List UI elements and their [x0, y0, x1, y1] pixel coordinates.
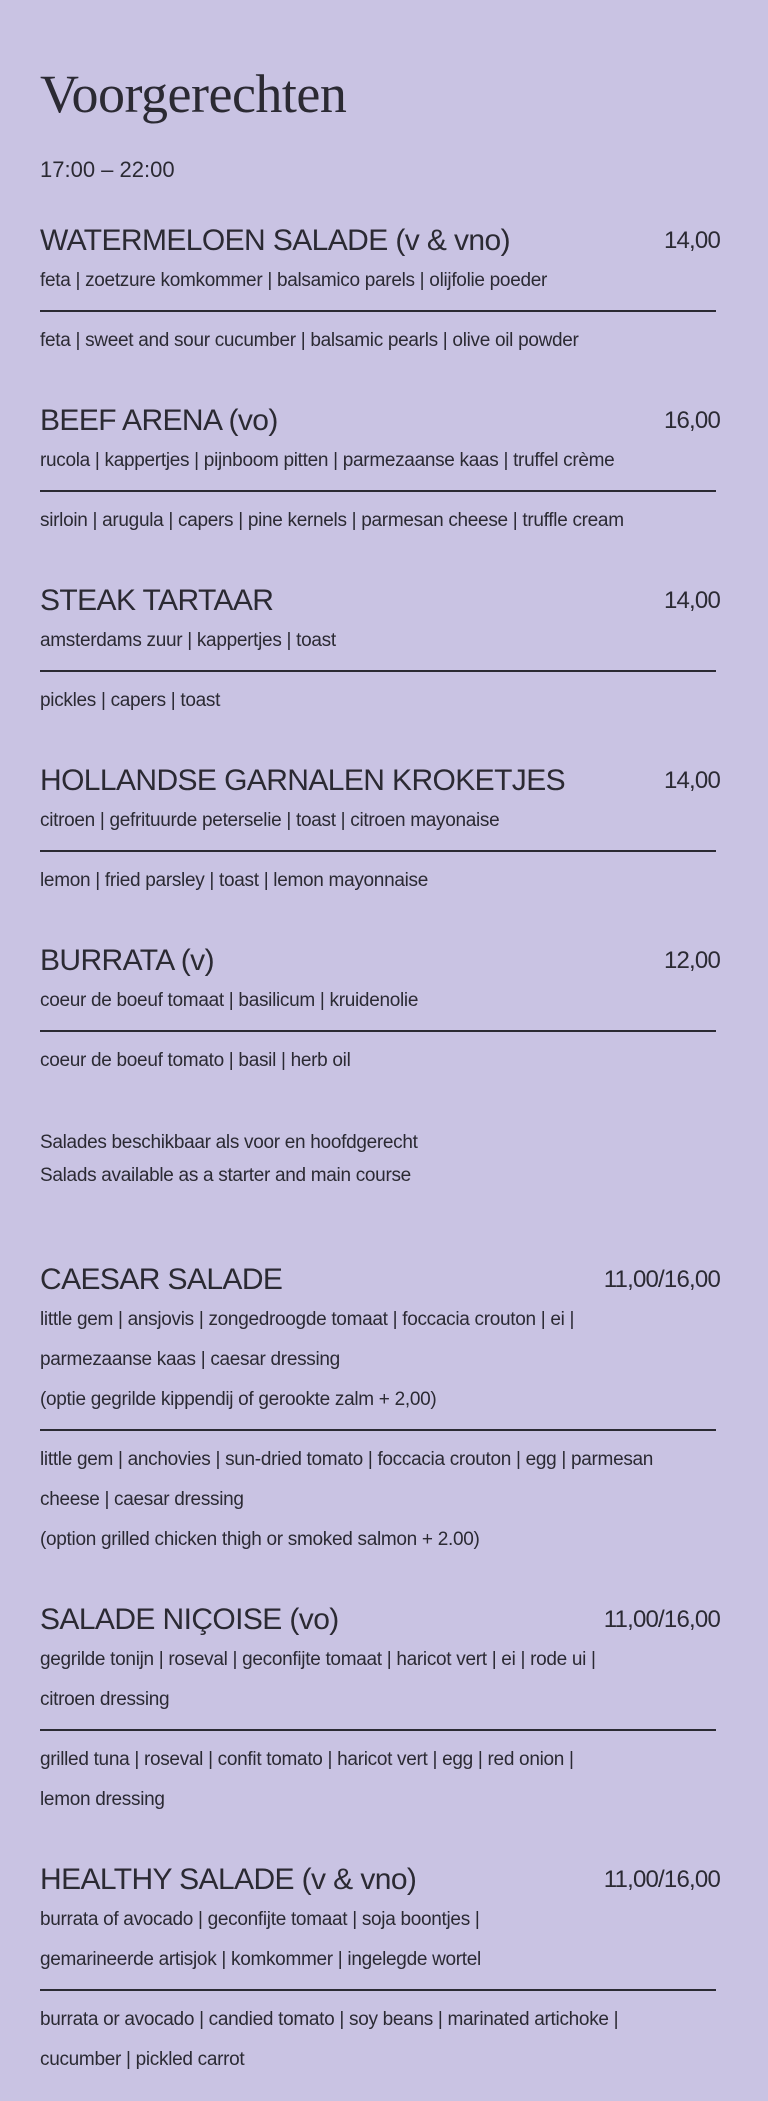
menu-item-price: 14,00 — [663, 227, 720, 254]
menu-item-name: SALADE NIÇOISE (vo) — [40, 1603, 339, 1636]
description-en: lemon dressing — [40, 1789, 165, 1810]
description-nl: gemarineerde artisjok | komkommer | ingelegde wortel — [40, 1949, 481, 1970]
description-en: coeur de boeuf tomato | basil | herb oil — [40, 1050, 351, 1071]
menu-item — [40, 221, 720, 361]
menu-item-header — [40, 1260, 720, 1300]
description-nl: (optie gegrilde kippendij of gerookte zalm + 2,00) — [40, 1389, 437, 1410]
menu-item — [40, 941, 720, 1081]
menu-item-name: HEALTHY SALADE (v & vno) — [40, 1863, 417, 1896]
description-nl: coeur de boeuf tomaat | basilicum | kruidenolie — [40, 990, 419, 1011]
menu-item-price: 11,00/16,00 — [603, 1866, 720, 1893]
menu-item — [40, 1860, 720, 2080]
menu-item — [40, 581, 720, 721]
description-en: sirloin | arugula | capers | pine kernels | parmesan cheese | truffle cream — [40, 510, 624, 531]
description-en: pickles | capers | toast — [40, 690, 221, 711]
description-en: grilled tuna | roseval | confit tomato | haricot vert | egg | red onion | — [40, 1749, 574, 1770]
menu-item-name: STEAK TARTAAR — [40, 584, 274, 617]
divider — [40, 1030, 716, 1032]
description-en: cucumber | pickled carrot — [40, 2049, 245, 2070]
divider — [40, 310, 716, 312]
menu-item-header — [40, 761, 720, 801]
menu-item-name: WATERMELOEN SALADE (v & vno) — [40, 224, 510, 257]
divider — [40, 670, 716, 672]
description-nl: citroen dressing — [40, 1689, 170, 1710]
opening-hours: 17:00 – 22:00 — [40, 157, 175, 182]
description-nl: little gem | ansjovis | zongedroogde tomaat | foccacia crouton | ei | — [40, 1309, 575, 1330]
menu-item-name: HOLLANDSE GARNALEN KROKETJES — [40, 764, 566, 797]
description-nl: parmezaanse kaas | caesar dressing — [40, 1349, 340, 1370]
divider — [40, 850, 716, 852]
menu-item-price: 16,00 — [663, 407, 720, 434]
menu-item — [40, 401, 720, 541]
menu-item-price: 14,00 — [663, 767, 720, 794]
description-nl: gegrilde tonijn | roseval | geconfijte tomaat | haricot vert | ei | rode ui | — [40, 1649, 596, 1670]
note-line-en: Salads available as a starter and main course — [40, 1165, 411, 1186]
menu-item-header — [40, 401, 720, 441]
page-title: Voorgerechten — [40, 64, 347, 124]
divider — [40, 1429, 716, 1431]
note-line-nl: Salades beschikbaar als voor en hoofdgerecht — [40, 1132, 418, 1153]
description-en: lemon | fried parsley | toast | lemon mayonnaise — [40, 870, 428, 891]
menu-item — [40, 761, 720, 901]
description-nl: burrata of avocado | geconfijte tomaat | soja boontjes | — [40, 1909, 480, 1930]
menu-item-price: 12,00 — [663, 947, 720, 974]
menu-item — [40, 1600, 720, 1820]
divider — [40, 490, 716, 492]
menu-item — [40, 1260, 720, 1560]
salad-note — [40, 1126, 720, 1192]
description-nl: citroen | gefrituurde peterselie | toast | citroen mayonaise — [40, 810, 500, 831]
menu-item-name: BEEF ARENA (vo) — [40, 404, 278, 437]
menu-item-header — [40, 221, 720, 261]
description-en: burrata or avocado | candied tomato | soy beans | marinated artichoke | — [40, 2009, 619, 2030]
description-nl: rucola | kappertjes | pijnboom pitten | parmezaanse kaas | truffel crème — [40, 450, 615, 471]
menu-item-header — [40, 581, 720, 621]
divider — [40, 1729, 716, 1731]
menu-item-price: 11,00/16,00 — [603, 1266, 720, 1293]
menu-item-header — [40, 941, 720, 981]
menu-item-name: CAESAR SALADE — [40, 1263, 283, 1296]
description-nl: feta | zoetzure komkommer | balsamico parels | olijfolie poeder — [40, 270, 548, 291]
menu-item-price: 14,00 — [663, 587, 720, 614]
salads-list — [40, 1260, 720, 2080]
starters-list — [40, 221, 720, 1081]
divider — [40, 1989, 716, 1991]
description-en: (option grilled chicken thigh or smoked salmon + 2.00) — [40, 1529, 480, 1550]
menu-item-price: 11,00/16,00 — [603, 1606, 720, 1633]
description-en: cheese | caesar dressing — [40, 1489, 244, 1510]
menu-item-header — [40, 1860, 720, 1900]
description-en: feta | sweet and sour cucumber | balsamic pearls | olive oil powder — [40, 330, 579, 351]
menu-item-header — [40, 1600, 720, 1640]
description-nl: amsterdams zuur | kappertjes | toast — [40, 630, 336, 651]
menu-item-name: BURRATA (v) — [40, 944, 214, 977]
description-en: little gem | anchovies | sun-dried tomato | foccacia crouton | egg | parmesan — [40, 1449, 654, 1470]
